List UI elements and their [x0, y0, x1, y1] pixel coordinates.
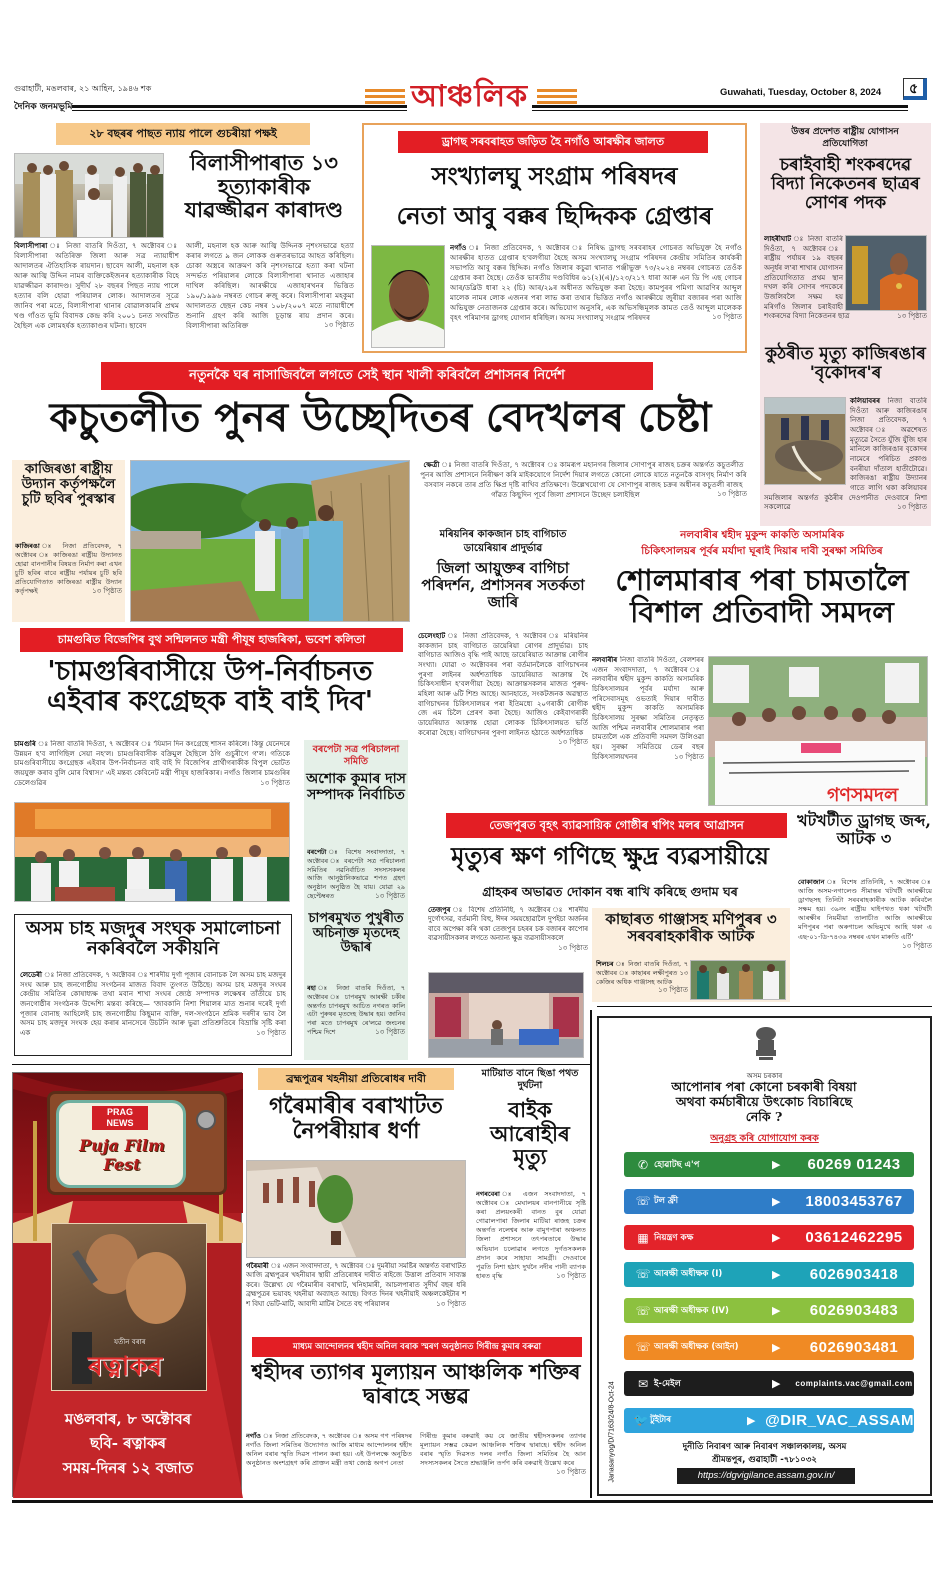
side-code: Janasanyog/D/7163/24/8-Oct-24: [608, 1381, 616, 1483]
contact-value: @DIR_VAC_ASSAM: [765, 1411, 914, 1429]
contact-label: আৰক্ষী অধীক্ষক (IV): [654, 1305, 729, 1316]
story-khatkhati: [796, 812, 934, 1008]
photo-bjp-meeting: [14, 802, 290, 902]
goremari-body: গৰৈমাৰী ঃ এজন সংবাদদাতা, ৭ অক্টোবৰ ঃ দুমৰীয়া সমষ্টিৰ অন্তৰ্গত বৰাখাটত আজি ব্ৰহ্মপুত্ৰৰ খহনীয়াৰ স্থায়ী প্ৰতিৰোধৰ দাবীত ৰাইজে উত্তাল প্ৰতিবাদ সাব্যস্ত কৰে। উল্লেখ্য যে গৰৈমাৰীৰ বৰাখাট, খনিহামাৰী, আচলপাৰাত সুদীৰ্ঘ বছৰ ধৰি ব্ৰহ্মপুত্ৰৰ ভয়াবহ খহনীয়া অব্যাহত আছে। বিগত দিনৰ খহনীয়াই অঞ্চলকেইটাৰ শ শ বিঘা ভেটি-মাটি, আবাদী মাটিৰ সৈতে বহু পৰিয়ালৰ ১৩ পিৃষ্ঠাত: [246, 1262, 466, 1308]
qr-icon: ▦: [637, 1230, 649, 1245]
contact-row[interactable]: [624, 1335, 914, 1360]
story-kicker: মৰিয়নিৰ কাকজান চাহ বাগিচাত ডায়েৰিয়াৰ প্ৰাদুৰ্ভাৱ: [439, 529, 567, 554]
dateline: চেলেংহাট: [418, 632, 446, 640]
story-body: কাজিৰঙা ঃ নিজা প্ৰতিবেদক, ৭ অক্টোবৰ ঃ কাজিৰঙা ৰাষ্ট্ৰীয় উদ্যানত হোৱা বানপানীৰ বিষয়ত নিৰ্মাণ কৰা এখন চুটি ছবিৰ বাবে ৰাষ্ট্ৰীয় পৰ্যায়ৰ চুটি ছবি প্ৰতিযোগিতাত কাজিৰঙা ৰাষ্ট্ৰীয় উদ্যান কৰ্তৃপক্ষই ১৩ পিৃষ্ঠাত: [15, 542, 122, 596]
contact-value: 03612462295: [805, 1229, 903, 1246]
dateline: লাহৰীঘাট: [764, 235, 792, 243]
continued-label: ১৩ পিৃষ্ঠাত: [92, 587, 122, 596]
govt-label: অসম চৰকাৰ: [746, 1072, 783, 1080]
story-abu-bakkar: [362, 123, 747, 353]
story-vrikodar: [760, 341, 931, 526]
tv-frame: [47, 1091, 227, 1195]
story-body: শিলচৰ ঃ নিজা বাতৰি দিওঁতা, ৭ অক্টোবৰ ঃ কাছাৰৰ লক্ষীপুৰত ১৩ কেজিৰ অধিক গাঞ্জাসহ আটক ১৩ পিৃষ্ঠাত: [596, 960, 688, 995]
tv-knob-icon: [196, 1110, 216, 1130]
photo-kachutali: [130, 460, 410, 622]
closed-shop-illustration: [429, 973, 584, 1058]
arrow-right-icon: ▶: [772, 1304, 781, 1317]
page-bottom-rule: [12, 1500, 933, 1503]
contact-label: ই-মেইল: [654, 1378, 681, 1389]
arrow-right-icon: ▶: [772, 1267, 781, 1281]
contact-value: 6026903483: [809, 1302, 899, 1319]
continued-label: ১৩ পিৃষ্ঠাত: [902, 941, 932, 950]
director-credit: যতীন বৰাৰ: [114, 1338, 146, 1346]
story-body: চেলেংহাট ঃ নিজা প্ৰতিবেদক, ৭ অক্টোবৰ ঃ মৰিয়নিৰ কাকজান চাহ বাগিচাত ডায়েৰিয়া ৰোগৰ প্ৰাদুৰ্ভাৱ। চাহ বাগিচাত আজিও বৃদ্ধি পাই আছে ডায়েৰিয়াত আক্ৰান্ত ৰোগীৰ সংখ্যা। যোৱা ৩ অক্টোবৰৰ পৰা বৰ্তমানলৈকে বাগিচাখনৰ পুৰণা লাইনৰ অৰ্ধশতাধিক ডায়েৰিয়াত আক্ৰান্ত হৈ চিকিৎসাধীন হ'বলগীয়া হৈছে। আক্ৰান্তসকলৰ মাজত পুৰুষ-মহিলা আৰু ৬টি শিশু আছে। আনহাতে, সংকটজনক অৱস্থাত বাগিচাখনৰ চিকিৎসালয়ৰ পৰা ইতিমধ্যে ২০গৰাকী ৰোগীক জে এম চিলৈ প্ৰেৰণ কৰা হৈছে। আজিও কেইবাগৰাকী ডায়েৰিয়াত আক্ৰান্ত হোৱা লোকক চিকিৎসালয়ত ভৰ্তি কৰোৱা হৈছে। বাগিচাখনৰ পুৰণা লাইনত হঠাতে অৰ্ধশতাধিক ১৩ পিৃষ্ঠাত: [418, 632, 588, 747]
chamaguri-tag: চামগুৰিত বিজেপিৰ বুথ সন্মিলনত মন্ত্ৰী পীযূষ হাজৰিকা, ভবেশ কলিতা: [20, 628, 403, 652]
story-tea-union: [14, 914, 292, 1056]
film-fest-ad: [12, 1072, 242, 1497]
arrow-right-icon: ▶: [772, 1377, 781, 1390]
story-barpeta: [304, 740, 408, 908]
contact-label: নিয়ন্ত্ৰণ কক্ষ: [654, 1232, 694, 1243]
contact-value: complaints.vac@gmail.com: [795, 1379, 913, 1388]
story-headline-line1: সংখ্যালঘু সংগ্ৰাম পৰিষদৰ: [431, 161, 678, 190]
story-headline: কাজিৰঙা ৰাষ্ট্ৰীয় উদ্যান কৰ্তৃপক্ষলৈ চুটি ছবিৰ পুৰস্কাৰ: [21, 461, 116, 508]
contact-row[interactable]: [624, 1262, 914, 1287]
section-logo: আঞ্চলিক: [407, 72, 532, 123]
story-headline: শোলমাৰাৰ পৰা চামতালৈ বিশাল প্ৰতিবাদী সমদল: [615, 563, 909, 630]
story-cachar: [592, 908, 790, 1002]
story-body: নগৰবেৰা ঃ এজন সংবাদদাতা, ৭ অক্টোবৰ ঃ মেঘালয়ৰ বানপানীয়ে সৃষ্টি কৰা প্ৰলয়ংকৰী বানত বুৰ যোৱা গোৱালপাৰা জিলাৰ মাটিয়া ৰাজহ চক্ৰৰ অন্তৰ্গত নলেশ্বৰ আৰু বামুণপাৰা অঞ্চলত জিলা প্ৰশাসনে তৎপৰতাৰে উদ্ধাৰ অভিযান চলোৱাৰ লগতে দুৰ্গতসকলক প্ৰদান কৰে সাহায্য সামগ্ৰী। দেওবাৰে পুৱতি নিশা হঠাৎ দুখনৈ নদীৰ পানী ব্যাপক হাৰত বৃদ্ধি ১৩ পিৃষ্ঠাত: [476, 1190, 586, 1280]
story-bike: [474, 1068, 586, 1334]
contact-row[interactable]: [624, 1152, 914, 1177]
story-kicker-line1: নলবাৰীৰ শ্বহীদ মুকুন্দ কাকতি অসামৰিক: [680, 529, 844, 541]
dateline: বিলাসীপাৰা: [14, 241, 48, 250]
phone-icon: ☏: [635, 1194, 651, 1208]
dateline: কাজিৰঙা: [15, 542, 40, 550]
story-headline-line2: নেতা আবু বক্কৰ ছিদ্দিকক গ্ৰেপ্তাৰ: [396, 201, 713, 230]
contact-row[interactable]: [624, 1371, 914, 1396]
banner-text: গণসমদল: [827, 784, 899, 806]
office-address: শ্ৰীমন্তপুৰ, গুৱাহাটী -৭৮১০৩২: [712, 1455, 817, 1465]
phone-icon: ☏: [635, 1267, 651, 1281]
story-yoga: [760, 123, 931, 341]
ad-cta: অনুগ্ৰহ কৰি যোগাযোগ কৰক: [710, 1133, 819, 1144]
story-tag: ড্ৰাগছ সৰবৰাহত জড়িত হৈ নগাঁও আৰক্ষীৰ জালত: [398, 131, 708, 153]
phone-icon: ☏: [635, 1340, 651, 1354]
dateline: নগাঁও: [450, 243, 467, 252]
continued-label: ১৩ পিৃষ্ঠাত: [674, 752, 704, 761]
continued-label: ১৩ পিৃষ্ঠাত: [375, 1028, 405, 1037]
story-headline: কাছাৰত গাঞ্জাসহ মণিপুৰৰ ৩ সৰবৰাহকাৰীক আটক: [605, 910, 777, 945]
portrait-illustration: [372, 246, 445, 348]
masthead-right-date: Guwahati, Tuesday, October 8, 2024: [720, 87, 882, 98]
story-body: লাহৰীঘাট ঃ নিজা বাতৰি দিওঁতা, ৭ অক্টোবৰ ঃ ৰাষ্ট্ৰীয় পৰ্যায়ৰ ১৯ বছৰৰ অনূৰ্ধৰ ল'ৰা শাখাৰ যোগাসন প্ৰতিযোগিতাত প্ৰথম স্থান দখল কৰি সোণৰ পদকেৰে উজলিবলৈ সক্ষম হয় মৰিগাঁও জিলাৰ চৰাইবাহী শংকৰদেৱ বিদ্যা নিকেতনৰ ছাত্ৰ ১৩ পিৃষ্ঠাত: [764, 235, 927, 321]
dateline: কলিয়াবৰৰ: [850, 397, 881, 405]
ad-line-time: সময়-দিনৰ ১২ বজাত: [62, 1459, 194, 1477]
contact-value: 60269 01243: [807, 1156, 901, 1173]
riverbank-illustration: [247, 1161, 466, 1258]
continued-label: ১৩ পিৃষ্ঠাত: [375, 892, 405, 901]
dateline: ৰহা: [307, 984, 316, 992]
story-kicker-line2: চিকিৎসালয়ৰ পূৰ্বৰ মৰ্যাদা ঘূৰাই দিয়াৰ দাবী সুৰক্ষা সমিতিৰ: [641, 545, 883, 557]
continued-label: ১৩ পিৃষ্ঠাত: [558, 943, 588, 952]
photo-convicts: [14, 153, 164, 238]
page-number: ৫: [903, 78, 927, 100]
story-body: বৰপেটা ঃ বিশেষ সংবাদদাতা, ৭ অক্টোবৰ ঃ বৰপেটা সত্ৰ পৰিচালনা সমিতিৰ নৱনিৰ্বাচিত সদস্যসকলৰ আজি আনুষ্ঠানিকভাৱে শপত গ্ৰহণ অনুষ্ঠান অনুষ্ঠিত হৈ যায়। যোৱা ২৯ ছেপ্টেম্বৰত ১৩ পিৃষ্ঠাত: [307, 848, 405, 901]
contact-value: 18003453767: [805, 1192, 903, 1210]
publication-name: দৈনিক জনমভূমি: [14, 102, 73, 112]
national-emblem-icon: [751, 1026, 781, 1062]
dateline: শিলচৰ: [596, 960, 614, 968]
story-headline: অশোক কুমাৰ দাস সম্পাদক নিৰ্বাচিত: [306, 771, 406, 803]
arrow-right-icon: ▶: [772, 1194, 781, 1208]
dateline: তেজপুৰ: [428, 906, 451, 914]
photo-riverbank: [246, 1160, 466, 1258]
photo-cachar-arrest: [690, 960, 786, 1000]
contact-row[interactable]: [624, 1189, 914, 1214]
martyr-headline: শ্বহীদৰ ত্যাগৰ মূল্যায়ন আঞ্চলিক শক্তিৰ দ্বাৰাহে সম্ভৱ: [251, 1359, 581, 1408]
contact-row[interactable]: [624, 1298, 914, 1323]
eviction-site-illustration: [131, 461, 410, 622]
story-headline: চৰাইবাহী শংকৰদেৱ বিদ্যা নিকেতনৰ ছাত্ৰৰ সোণৰ পদক: [771, 155, 920, 214]
photo-abu-bakkar: [371, 245, 445, 348]
story-headline: বাইক আৰোহীৰ মৃত্যু: [490, 1097, 570, 1170]
story-headline: চাপৰমুখত পুখুৰীত অচিনাক্ত মৃতদেহ উদ্ধাৰ: [308, 911, 404, 956]
story-kaziranga-award: [12, 460, 125, 622]
ad-question: আপোনাৰ পৰা কোনো চৰকাৰী বিষয়া অথবা কৰ্মচাৰীয়ে উৎকোচ বিচাৰিছে নেকি ?: [671, 1079, 857, 1124]
goremari-tag: ব্ৰহ্মপুত্ৰৰ খহনীয়া প্ৰতিৰোধৰ দাবী: [258, 1068, 454, 1090]
story-headline: বিলাসীপাৰাত ১৩ হত্যাকাৰীক যাৱজ্জীৱন কাৰাদণ্ড: [184, 150, 344, 223]
dateline: বৰপেটা: [307, 848, 327, 856]
movie-logo: ৰত্নাকৰ: [88, 1352, 163, 1382]
contact-label: হোৱাটছ এ'প: [654, 1159, 700, 1170]
bjp-meeting-illustration: [15, 803, 290, 902]
masthead-left-date: গুৱাহাটী, মঙলবাৰ, ২১ আহিন, ১৯৪৬ শক: [14, 84, 152, 93]
column-divider: [597, 1006, 932, 1007]
story-body-col2: আলী, মহনাল হক আৰু আজ্বি উদ্দিনক নৃশংসভাৱে হত্যা কৰাৰ লগতে ৯ জন লোকক গুৰুতৰভাৱে আহত কৰিছিল। চোকা অস্ত্ৰৰে আক্ৰমণ কৰি নৃশংসভাৱে হত্যা কৰা ঘটনা সন্দৰ্ভত পৰিয়ালৰ লোকে বিলাসীপাৰা থানাত এজাহাৰ দাখিল কৰিছিল। আৰক্ষীয়ে এজাহাৰখনৰ ভিত্তিত ১৯০/১৯৯৬ নম্বৰত গোচৰ ৰুজু কৰে। বিলাসীপাৰা মহকুমা আদালতত ছেছন কেচ নম্বৰ ১০৮/২০০৭ মতে ন্যায়াধীশে শুনানি গ্ৰহণ কৰি আজি চূড়ান্ত ৰায় প্ৰদান কৰে। বিলাসীপাৰা অতিৰিক্ত ১৩ পিৃষ্ঠাত: [186, 241, 354, 330]
continued-label: ১৩ পিৃষ্ঠাত: [436, 1299, 466, 1308]
contact-row[interactable]: [624, 1225, 914, 1250]
dateline: বোকাজান: [798, 878, 825, 886]
masthead: [0, 78, 945, 118]
dateline: চামগুৰি: [14, 740, 36, 748]
dateline: ক্ষেত্ৰী: [423, 460, 440, 469]
kachutali-headline: কচুতলীত পুনৰ উচ্ছেদিতৰ বেদখলৰ চেষ্টা: [49, 394, 712, 441]
continued-label: ১৩ পিৃষ্ঠাত: [558, 738, 588, 747]
arrow-right-icon: ▶: [772, 1158, 781, 1171]
arrest-illustration: [691, 961, 786, 1000]
goremari-headline: গৰৈমাৰীৰ বৰাখাটত নৈপৰীয়াৰ ধৰ্ণা: [269, 1093, 443, 1144]
story-body: নলবাৰীৰ নিজা বাতৰি দিওঁতা, বেলশৰৰ এজন সংবাদদাতা, ৭ অক্টোবৰ ঃ নলবাৰীৰ শ্বহীদ মুকুন্দ কাকতি অসামৰিক চিকিৎসালয়ৰ পূৰ্বৰ মৰ্যাদা আৰু পৰিসেবাসমূহ ওভতাই দিয়াৰ দাবীত শ্বহীদ মুকুন্দ কাকতি অসামৰিক চিকিৎসালয় সুৰক্ষা সমিতিৰ নেতৃত্বত আজি পশ্চিম নলবাৰীৰ শোলমাৰাৰ পৰা চামতালৈ এক প্ৰতিবাদী সমদল উলিওৱা হয়। সুৰক্ষা সমিতিয়ে ডেৰ বছৰ চিকিৎসালয়খনৰ ১৩ পিৃষ্ঠাত: [592, 656, 704, 761]
channel-logo: PRAG NEWS: [92, 1106, 148, 1130]
convicts-photo-illustration: [15, 154, 164, 238]
tezpur-tag: তেজপুৰত বৃহৎ ব্যাৱসায়িক গোষ্ঠীৰ শ্বপিং মলৰ আগ্ৰাসন: [446, 813, 787, 838]
chamaguri-body: চামগুৰি ঃ নিজা বাতৰি দিওঁতা, ৭ অক্টোবৰ ঃ 'যিমান দিন কংগ্ৰেছে শাসন কৰিলে। কিন্তু যেনেদৰে উন্নয়ন হ'ব লাগিছিল সেয়া নহ'ল। চামগুৰিবাসীক বক্ৰিমুল হৈছিলে ঠগি গুচুৰীগে গ'ল। গতিকে চামগুৰিবাসীয়ে কংগ্ৰেছক এইবাৰ উপ-নিৰ্বাচনত বাই বাই দি বিজেপিৰ প্ৰাৰ্থীগৰাকীক বিপুল ভোটত জয়যুক্ত কৰাব বুলি মোৰ বিশ্বাস।' এই মন্তব্য কেবিনেট মন্ত্ৰী পীযূষ হাজৰিকাৰ। নগাঁও জিলাৰ চামগুৰিৰ ডেলেগুৱিৰ ১৩ পিৃষ্ঠাত: [14, 740, 290, 787]
story-body: ৰহা ঃ নিজা বাতৰি দিওঁতা, ৭ অক্টোবৰ ঃ চাপৰমুখ আৰক্ষী চকীৰ অন্তৰ্গত চাপৰমুখ আচিত নগৰত কালি এটা পুৰুষৰ মৃতদেহ উদ্ধাৰ হয়। জানিব পৰা মতে চাপৰমুখ ৰে'লৱে জংচনৰ পশ্চিম দিশে ১৩ পিৃষ্ঠাত: [307, 984, 405, 1037]
photo-protest-rally: [708, 656, 928, 806]
contact-label: টুইটাৰ: [650, 1415, 672, 1425]
story-headline: খটখটীত ড্ৰাগছ জব্দ, আটক ৩: [797, 811, 931, 848]
movie-poster: [51, 1223, 207, 1391]
dateline: নগাঁও: [246, 1432, 262, 1440]
dateline: নগৰবেৰা: [476, 1190, 500, 1198]
whatsapp-icon: ✆: [637, 1157, 649, 1172]
arrow-right-icon: ▶: [772, 1231, 781, 1244]
story-headline: জিলা আয়ুক্তৰ বাগিচা পৰিদৰ্শন, প্ৰশাসনৰ সতৰ্কতা জাৰি: [421, 559, 585, 611]
twitter-icon: 🐦: [633, 1413, 649, 1427]
story-headline: অসম চাহ মজদুৰ সংঘক সমালোচনা নকৰিবলৈ সকীয়নি: [25, 918, 281, 960]
dateline: নলবাৰীৰ: [592, 656, 618, 664]
contact-label: আৰক্ষী অধীক্ষক (I): [654, 1269, 723, 1279]
contact-row[interactable]: [624, 1408, 914, 1433]
story-nalbari: [592, 528, 932, 810]
office-name: দুনীতি নিবাৰণ আৰু নিবাৰণ সঞ্চালকালয়, অসম: [682, 1442, 847, 1452]
arrow-right-icon: ▶: [772, 1340, 781, 1354]
chamaguri-headline: 'চামগুৰিবাসীয়ে উপ-নিৰ্বাচনত এইবাৰ কংগ্ৰেছক বাই বাই দিব': [46, 656, 374, 718]
continued-label: ১৩ পিৃষ্ঠাত: [658, 986, 688, 995]
story-chaparmukh: [304, 908, 408, 1060]
tezpur-headline: মৃত্যুৰ ক্ষণ গণিছে ক্ষুদ্ৰ ব্যৱসায়ীয়ে: [451, 841, 769, 870]
ad-line-film: ছবি- ৰত্নাকৰ: [90, 1434, 166, 1452]
continued-label: ১৩ পিৃষ্ঠাত: [556, 1468, 586, 1477]
tezpur-body: তেজপুৰ ঃ বিশেষ প্ৰতিনিধি, ৭ অক্টোবৰ ঃ শাৰদীয় দুৰ্গোৎসৱ, বৰ্তমানী বিহু, ঈদৰ সময়ছোৱালৈ দুপইচা অৰ্জনৰ বাবে অপেক্ষা কৰি থকা তেজপুৰ চহৰৰ চক বজাৰৰ কাপোৰ ব্যৱসায়ীসকলৰ লগতে অন্যান্য ক্ষুদ্ৰ ব্যৱসায়ীসকলে ১৩ পিৃষ্ঠাত: [428, 906, 588, 952]
arrow-right-icon: ▶: [747, 1413, 756, 1427]
story-kicker: বৰপেটা সত্ৰ পৰিচালনা সমিতি: [312, 744, 400, 768]
contact-value: 6026903418: [809, 1265, 899, 1283]
contact-value: 6026903481: [809, 1338, 899, 1356]
story-body: লেডেৰী ঃ নিজা প্ৰতিবেদক, ৭ অক্টোবৰ ঃ শাৰদীয় দুৰ্গা পূজাৰ বোনাচক লৈ অসম চাহ মজদুৰ সংঘ আৰু চাহ জনগোষ্ঠীয় সংগঠনৰ মাজত বিবাদ তুংগত উঠিছে। অসম চাহ মজদুৰ সংঘৰ কেন্দ্ৰীয় সমিতিৰ কোষাধ্যক্ষ তথা মবান শাখা সংঘৰ জ্যেষ্ঠ সম্পাদক লক্ষেশ্বৰ তাঁতীয়ে চাহ জনগোষ্ঠীৰ সংগঠনক উদ্দেশ্যি মন্তব্য কৰিছে— 'জাবকানি নিশা শিয়ালৰ মাত শুনাৰ দৰেই দুৰ্গা পূজাৰ বোনাছ আহিলেই চাহ জনগোষ্ঠীয় কিছুমান ব্যক্তি, দল-সংগঠনে শ্ৰমিক দৰদীৰ ভাব লৈ অসম চাহ মজদুৰ সংঘক হেয় কৰাৰ মানসেৰে উচটনি আৰু ভুৱা প্ৰতিশ্ৰুতিৰে বিভ্ৰান্তি সৃষ্টি কৰা এক ১৩ পিৃষ্ঠাত: [20, 971, 286, 1037]
story-body: নগাঁও ঃ নিজা প্ৰতিবেদক, ৭ অক্টোবৰ ঃ নিষিদ্ধ ড্ৰাগছ সৰবৰাহৰ গোচৰত অভিযুক্ত হৈ নগাঁও আৰক্ষীৰ হাতত গ্ৰেপ্তাৰ হ'বলগীয়া হৈছে অসম সংখ্যালঘু সংগ্ৰাম পৰিষদৰ কেন্দ্ৰীয় সমিতিৰ কাৰ্যকৰী সভাপতি আবু বক্কৰ ছিদ্দিক। নগাঁও জিলাৰ কচুৱা থানাত পঞ্জীভুক্ত ৭৩/২০২৪ নম্বৰৰ গোচৰত তেওঁক গ্ৰেপ্তাৰ কৰা হৈছে। তেওঁক ভাৰতীয় দণ্ডবিধিৰ ৬১(২)(এ)/১২৩/২১৭ ধাৰা আৰু এন ডি পি এছ গোচৰ আৰ/ডব্লিউ ধাৰা ২২ (চি) আৰ/২৯ৰ অধীনত অভিযুক্ত কৰা হৈছে। কামপুৰৰ পমিগা আৱণিৰ আব্দুল মালেক নামৰ লোক এজনৰ পৰা লাভ কৰা তথ্যৰ ভিত্তিত নগাঁও আৰক্ষীয়ে জুৰীয়া বজাৰৰ পৰা আজি অভিযুক্ত নেতাজনক গ্ৰেপ্তাৰ কৰে। অভিযোগ অনুসৰি, এক অভিসন্ধিমূলক কামত তেওঁ আব্দুল মালেকক বৃহৎ পৰিমাণৰ ড্ৰাগছ যোগান ধৰিছিল। অসম সংখ্যালঘু সংগ্ৰাম পৰিষদৰ ১৩ পিৃষ্ঠাত: [450, 243, 742, 322]
continued-label: ১৩ পিৃষ্ঠাত: [897, 312, 927, 321]
story-tag: ২৮ বছৰৰ পাছত ন্যায় পালে গুচৰীয়া পক্ষই: [56, 123, 310, 145]
website-link[interactable]: https://dgvigilance.assam.gov.in/: [677, 1468, 855, 1484]
kachutali-body: ক্ষেত্ৰী ঃ নিজা বাতৰি দিওঁতা, ৭ অক্টোবৰ ঃ কামৰূপ মহানগৰ জিলাৰ সোণাপুৰ ৰাজহ চক্ৰৰ অন্তৰ্গত কচুতলীত পুনৰ আজি প্ৰশাসনে নিৰীক্ষণ কৰি মাইকযোগে নিৰ্দেশ দিয়াৰ লগতে কোনো লোকে যাতে নতুনকৈ বাসগৃহ নিৰ্মাণ কৰি বসবাস নকৰে তাৰ প্ৰতি ক্ষিপ্ৰ দৃষ্টি ৰাখিব প্ৰতিক্ষণে। উল্লেখযোগ্য যে সোণাপুৰ ৰাজহ চক্ৰৰ অধীনৰ কচুতলী ৰাজহ গাঁৱত কিছুদিন পূৰ্বে জিলা প্ৰশাসনে উচ্ছেদ চলাইছিল ১৩ পিৃষ্ঠাত: [420, 460, 747, 499]
martyr-tag: মাধ্যম আন্দোলনৰ শ্বহীদ অনিল বৰাক স্মৰণ অনুষ্ঠানত গিৰীন্দ্ৰ কুমাৰ বৰুৱা: [252, 1337, 582, 1357]
continued-label: ১৩ পিৃষ্ঠাত: [717, 489, 747, 498]
contact-label: আৰক্ষী অধীক্ষক (আইন): [654, 1342, 739, 1352]
story-body: কলিয়াবৰৰ নিজা বাতৰি দিওঁতা আৰু কাজিৰঙাৰ নিজা প্ৰতিবেদক, ৭ অক্টোবৰ ঃ অৱশেষত মৃত্যুৱে সৈতে যুঁজি যুঁজি হাৰ মানিলে কাজিৰঙাৰ বৃকোদৰ নামেৰে পৰিচিত প্ৰকাণ্ড বনৰীয়া দাঁতাল হাতীটোৱে। কাজিৰঙা ৰাষ্ট্ৰীয় উদ্যানৰ গাতে লাগি থকা কলিয়াবৰ সমজিলাৰ অন্তৰ্গত কুঠৰীৰ দেওপানীত দেওবাৰে নিশা সকলোৱে ১৩ পিৃষ্ঠাত: [764, 397, 927, 512]
story-bilasipara: [14, 123, 354, 358]
dateline: লেডেৰী: [20, 971, 42, 979]
kachutali-tag: নতুনকৈ ঘৰ নাসাজিবলৈ লগতে সেই স্থান খালী কৰিবলৈ প্ৰশাসনৰ নিৰ্দেশ: [101, 362, 653, 390]
contact-label: টল ফ্ৰী: [654, 1196, 679, 1206]
continued-label: ১৩ পিৃষ্ঠাত: [712, 312, 742, 321]
martyr-body-col2: গিৰীন্দ্ৰ কুমাৰ বৰুৱাই কয় যে জাতীয় শ্বহীদসকলৰ ত্যাগৰ মূল্যায়ন সম্ভৱ কেৱল আঞ্চলিক শক্তিৰ দ্বাৰাহে। শ্বহীদ অনিল বৰাৰ স্মৃতি দিৱসত দলৰ নগাঁও জিলা সমিতিৰ হৈ আন সদস্যসকলৰ সৈতে শ্ৰদ্ধাঞ্জলি তৰ্পণ কৰি বৰুৱাই উল্লেখ কৰে ১৩ পিৃষ্ঠাত: [420, 1432, 586, 1477]
continued-label: ১৩ পিৃষ্ঠাত: [256, 1028, 286, 1037]
column-divider: [12, 1064, 592, 1065]
column-divider: [590, 1010, 592, 1498]
continued-label: ১৩ পিৃষ্ঠাত: [897, 503, 927, 512]
story-body-col1: বিলাসীপাৰা ঃ নিজা বাতৰি দিওঁতা, ৭ অক্টোবৰ ঃ বিলাসীপাৰা অতিৰিক্ত জিলা আৰু সত্ৰ ন্যায়াধীশ আদালতৰ ঐতিহাসিক ৰায়দান। ছাবেদ আলী, মহনাল হক আৰু আজ্বি উদ্দিন নামৰ ব্যক্তিকেইজনৰ হত্যাকাৰীক বিহে যাৱজ্জীৱন কাৰাদণ্ড। সুদীৰ্ঘ ২৮ বছৰৰ পিছত ন্যায় পালে হত্যাৰ বলি হোৱা পৰিয়ালৰ লোক। আদালতৰ সূত্ৰে জানিব পৰা মতে, বিলাসীপাৰা থানাৰ বোৱালকামৰি প্ৰথম খণ্ড গাঁওত ভূমি বিবাদক কেন্দ্ৰ কৰি ২০০১ চনত সংঘটিত হৈছিল এক লোমহৰ্ষক হত্যাকাণ্ডৰ ঘটনা। ছাবেদ: [14, 241, 179, 330]
story-kicker: মাটিয়াত বানে ছিঙা পথত দুৰ্ঘটনা: [481, 1068, 579, 1092]
continued-label: ১৩ পিৃষ্ঠাত: [324, 320, 354, 329]
dateline: গৰৈমাৰী: [246, 1262, 269, 1270]
story-kicker: উত্তৰ প্ৰদেশত ৰাষ্ট্ৰীয় যোগাসন প্ৰতিযোগিতা: [791, 127, 899, 149]
story-body: বোকাজান ঃ বিশেষ প্ৰতিনিধি, ৭ অক্টোবৰ ঃ আজি অসম-নগালেণ্ড সীমান্তৰ খটখটী আৰক্ষীয়ে ড্ৰাগছসহ তিনিটা সৰবৰাহকাৰীক আটক কৰিবলৈ সক্ষম হয়। ৩৯নং ৰাষ্ট্ৰীয় ঘাইপথত থকা খটখটী আৰক্ষীৰ নিয়মীয়া তালাচীত আজি আৰক্ষীয়ে মণিপুৰৰ পৰা অৰুণাচল অভিমুখে আহি থকা এ এছ-০১-ডি-৭৪৩৬ নম্বৰৰ এখন মাৰুতি এৰ্টি' ১৩ পিৃষ্ঠাত: [798, 878, 932, 950]
tezpur-subhead: গ্ৰাহকৰ অভাৱত দোকান বন্ধ ৰাখি কৰিছে গুদাম ঘৰ: [482, 884, 738, 899]
photo-shop: [428, 972, 584, 1058]
story-headline: কুঠৰীত মৃত্যু কাজিৰঙাৰ 'বৃকোদৰ'ৰ: [765, 344, 926, 384]
mail-icon: ✉: [637, 1376, 649, 1391]
continued-label: ১৩ পিৃষ্ঠাত: [260, 778, 290, 787]
continued-label: ১৩ পিৃষ্ঠাত: [556, 1271, 586, 1280]
fest-title: Puja Film Fest: [79, 1136, 165, 1174]
phone-icon: ☏: [635, 1303, 651, 1318]
martyr-body-col1: নগাঁও ঃ নিজা প্ৰতিবেদক, ৭ অক্টোবৰ ঃ অসম গণ পৰিষদৰ নগাঁও জিলা সমিতিৰ উদ্যোগত আজি মাধ্যম আন্দোলনৰ শ্বহীদ অনিল বৰাৰ স্মৃতি দিৱস পালন কৰা হয়। এই উপলক্ষে অনুষ্ঠিত অনুষ্ঠানত অংশগ্ৰহণ কৰি প্ৰাক্তন মন্ত্ৰী তথা জ্যেষ্ঠ অগপ নেতা: [246, 1432, 412, 1468]
ad-line-date: মঙলবাৰ, ৮ অক্টোবৰ: [64, 1410, 192, 1428]
story-diarrhoea: [418, 528, 588, 810]
